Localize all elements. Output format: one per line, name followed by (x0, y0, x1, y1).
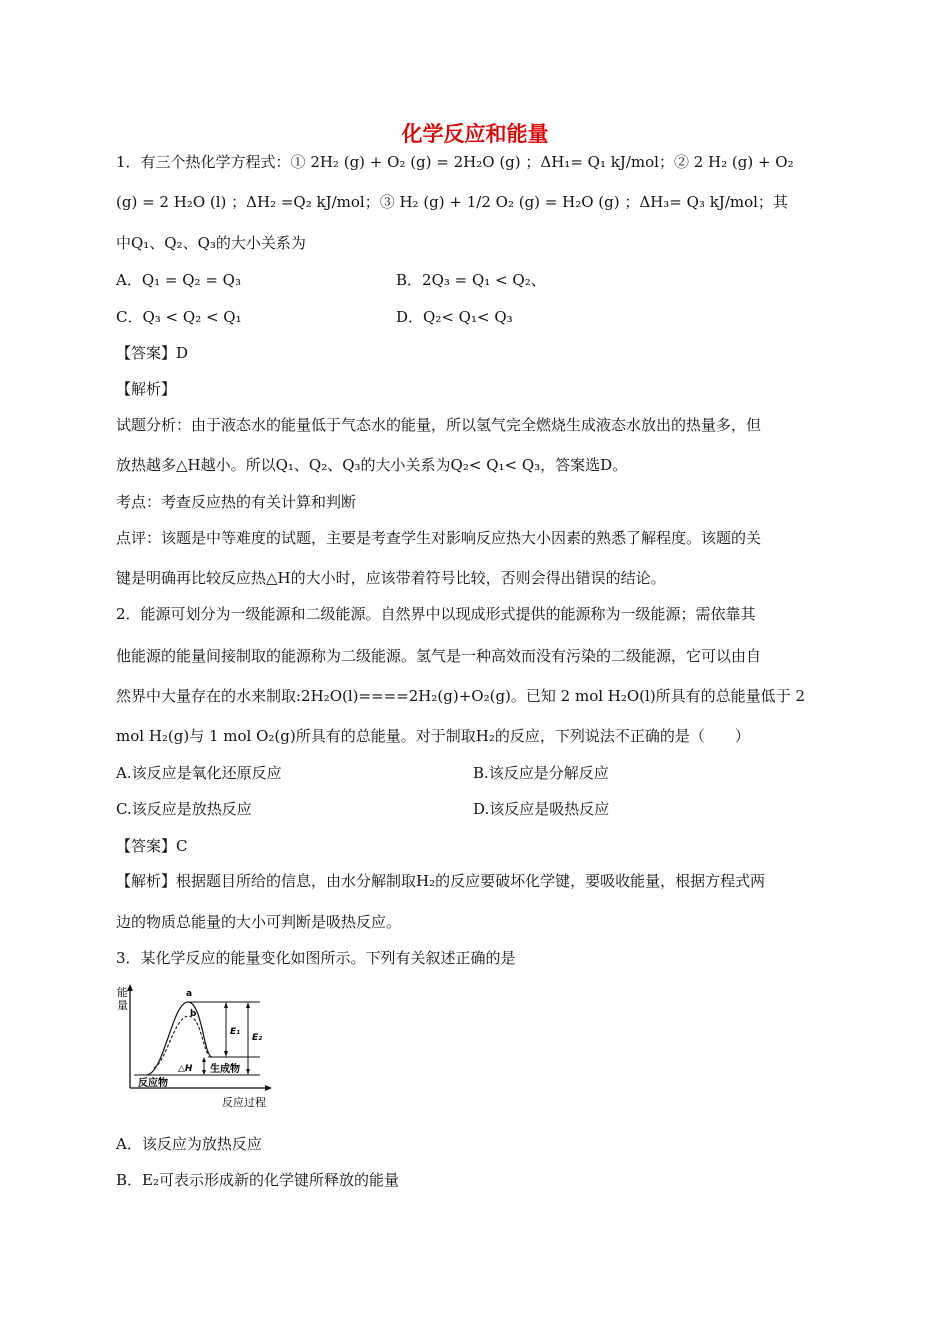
q2-option-d: D.该反应是吸热反应 (473, 800, 610, 818)
q1-analysis-line-1: 试题分析：由于液态水的能量低于气态水的能量，所以氢气完全燃烧生成液态水放出的热量多，但 (116, 416, 762, 434)
q2-answer: 【答案】C (116, 837, 188, 855)
x-axis-arrow-icon (265, 1085, 272, 1091)
q1-kaodian: 考点：考查反应热的有关计算和判断 (116, 493, 357, 511)
delta-h-arrow-top-icon (202, 1057, 206, 1062)
q1-stem-line-2: (g) = 2 H₂O (l) ；ΔH₂ =Q₂ kJ/mol；③ H₂ (g) + 1/2 O₂ (g) = H₂O (g) ；ΔH₃= Q₃ kJ/mol；其 (116, 193, 788, 211)
q3-stem-line-1: 3．某化学反应的能量变化如图所示。下列有关叙述正确的是 (116, 949, 516, 967)
q2-stem-line-2: 他能源的能量间接制取的能源称为二级能源。氢气是一种高效而没有污染的二级能源，它可以由自 (116, 647, 762, 665)
q1-review-line-1: 点评：该题是中等难度的试题，主要是考查学生对影响反应热大小因素的熟悉了解程度。该题的关 (116, 529, 762, 547)
q1-stem-line-3: 中Q₁、Q₂、Q₃的大小关系为 (116, 234, 306, 252)
q1-analysis-heading: 【解析】 (116, 380, 177, 398)
q3-option-a: A．该反应为放热反应 (116, 1135, 262, 1153)
q1-analysis-line-2: 放热越多△H越小。所以Q₁、Q₂、Q₃的大小关系为Q₂< Q₁< Q₃，答案选D。 (116, 456, 628, 474)
q2-stem-line-1: 2．能源可划分为一级能源和二级能源。自然界中以现成形式提供的能源称为一级能源；需依靠其 (116, 605, 756, 623)
q2-option-c: C.该反应是放热反应 (116, 800, 252, 818)
page-title: 化学反应和能量 (401, 122, 549, 146)
reactant-label: 反应物 (138, 1078, 168, 1089)
y-axis-label-1: 能 (117, 986, 128, 999)
reaction-curve-b (154, 1016, 208, 1068)
delta-h-arrow-bottom-icon (202, 1070, 206, 1075)
e2-label: E₂ (252, 1033, 263, 1043)
e2-arrow-bottom-icon (246, 1069, 250, 1075)
e1-label: E₁ (230, 1027, 241, 1037)
y-axis-label-2: 量 (117, 999, 128, 1012)
q1-option-a: A．Q₁ = Q₂ = Q₃ (116, 271, 241, 289)
q1-option-b: B．2Q₃ = Q₁ < Q₂、 (396, 271, 546, 289)
q2-analysis-line-2: 边的物质总能量的大小可判断是吸热反应。 (116, 913, 402, 931)
delta-h-label: △H (178, 1064, 193, 1074)
product-label: 生成物 (210, 1064, 240, 1075)
q1-answer: 【答案】D (116, 344, 189, 362)
peak-b-label: b (190, 1009, 197, 1019)
x-axis-label: 反应过程 (222, 1096, 266, 1109)
q3-option-b: B．E₂可表示形成新的化学键所释放的能量 (116, 1171, 399, 1189)
e1-arrow-top-icon (224, 1002, 228, 1008)
peak-a-label: a (186, 989, 193, 999)
e2-arrow-top-icon (246, 1002, 250, 1008)
q1-option-d: D．Q₂< Q₁< Q₃ (396, 308, 513, 326)
q2-option-b: B.该反应是分解反应 (473, 764, 609, 782)
q2-option-a: A.该反应是氧化还原反应 (116, 764, 282, 782)
e1-arrow-bottom-icon (224, 1051, 228, 1057)
q1-stem-line-1: 1．有三个热化学方程式：① 2H₂ (g) + O₂ (g) = 2H₂O (g) ；ΔH₁= Q₁ kJ/mol；② 2 H₂ (g) + O₂ (116, 153, 794, 171)
q2-analysis-line-1: 【解析】根据题目所给的信息，由水分解制取H₂的反应要破坏化学键，要吸收能量，根据方程式两 (116, 872, 766, 890)
q2-stem-line-3: 然界中大量存在的水来制取:2H₂O(l)====2H₂(g)+O₂(g)。已知 2 mol H₂O(l)所具有的总能量低于 2 (116, 687, 805, 705)
energy-diagram (116, 982, 276, 1112)
q1-review-line-2: 键是明确再比较反应热△H的大小时，应该带着符号比较，否则会得出错误的结论。 (116, 569, 666, 587)
q2-stem-line-4: mol H₂(g)与 1 mol O₂(g)所具有的总能量。对于制取H₂的反应，下列说法不正确的是（ ） (116, 727, 750, 745)
q1-option-c: C．Q₃ < Q₂ < Q₁ (116, 308, 242, 326)
